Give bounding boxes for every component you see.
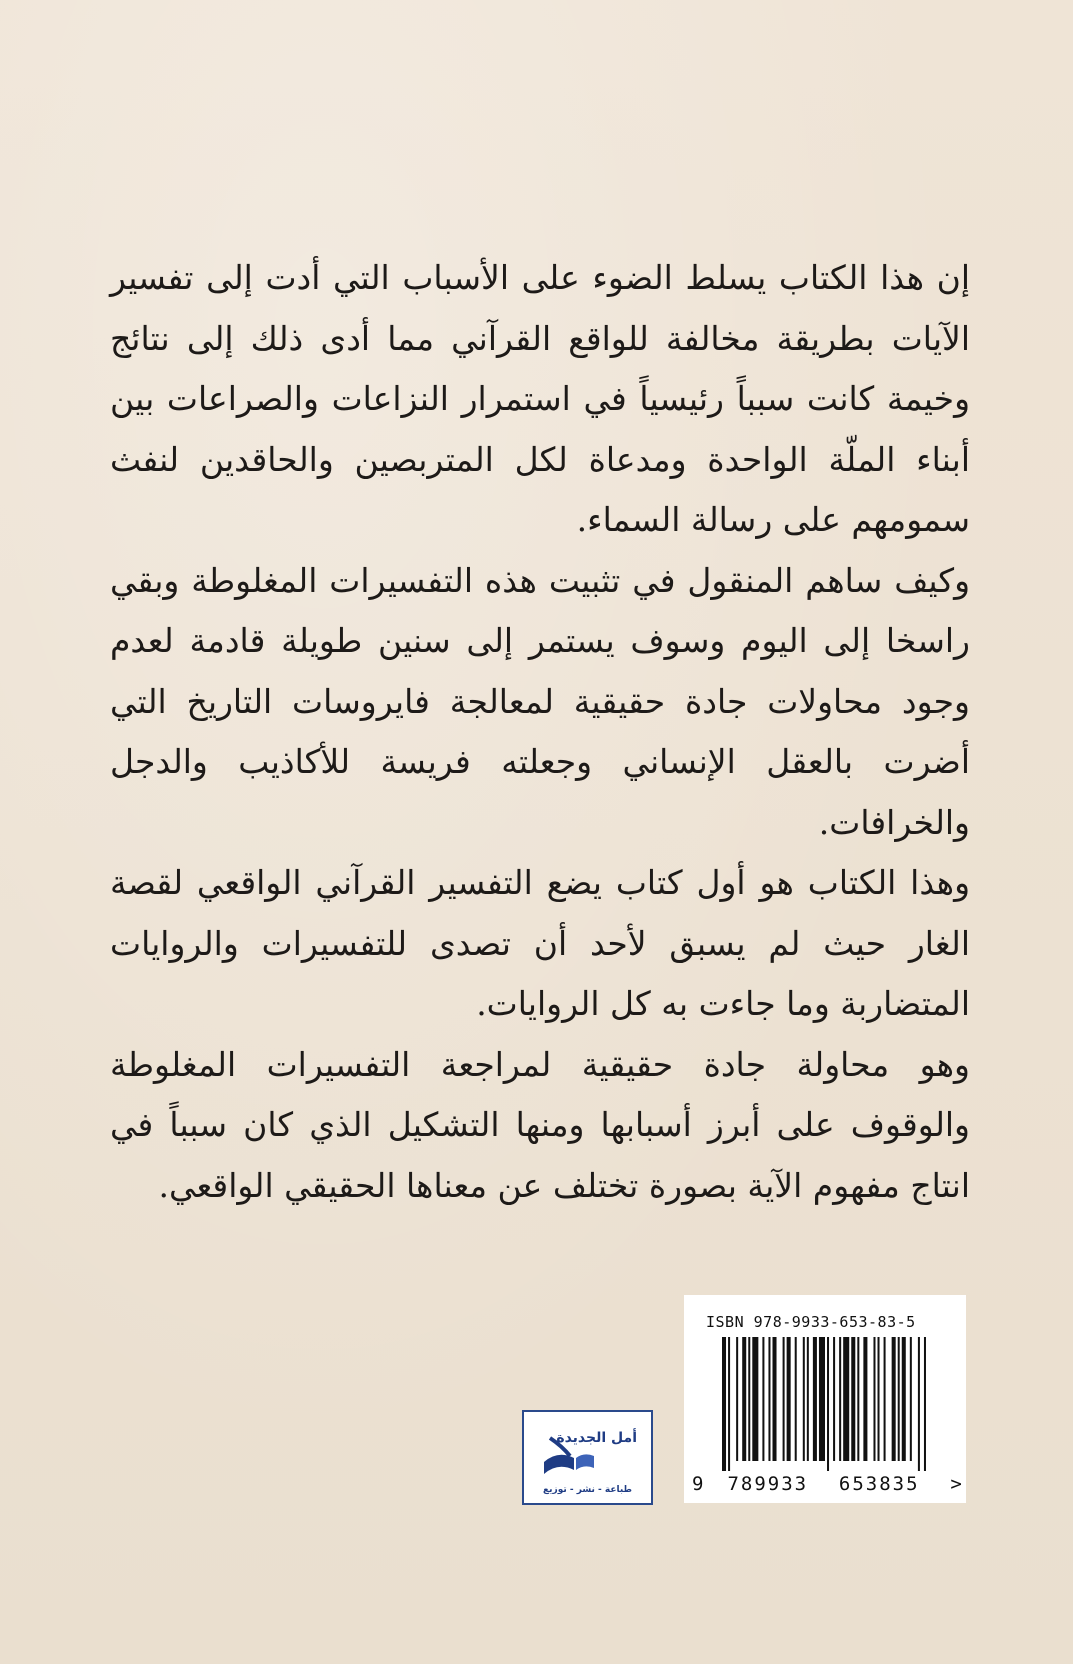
isbn-label: ISBN 978-9933-653-83-5 [706,1313,916,1331]
ean-quiet-zone-arrow: > [950,1473,962,1495]
ean-left-group: 789933 [727,1473,809,1495]
barcode-bar [833,1337,835,1461]
barcode-bar [910,1337,912,1461]
barcode-bar [863,1337,867,1461]
barcode-bar [742,1337,746,1461]
ean-first-digit: 9 [692,1473,704,1495]
ean-digits [692,1473,962,1495]
isbn-barcode-box [684,1295,966,1503]
ean-right-group: 653835 [838,1473,920,1495]
blurb-paragraph-1: إن هذا الكتاب يسلط الضوء على الأسباب التي أدت إلى تفسير الآيات بطريقة مخالفة للواقع القرآني مما أدى ذلك إلى نتائج وخيمة كانت سبباً رئيسياً في استمرار النزاعات والصراعات بين أبناء الملّة الواحدة ومدعاة لكل المتربصين والحاقدين لنفث سمومهم على رسالة السماء. [110,258,970,539]
barcode-bar [892,1337,896,1461]
back-cover-blurb [110,248,970,1216]
barcode-bar [843,1337,849,1461]
barcode-bar [819,1337,825,1461]
barcode-bar [924,1337,926,1471]
barcode-bar [878,1337,880,1461]
barcode-icon [722,1337,928,1471]
barcode-bar [748,1337,750,1461]
blurb-paragraph-2: وكيف ساهم المنقول في تثبيت هذه التفسيرات المغلوطة وبقي راسخا إلى اليوم وسوف يستمر إلى سنين طويلة قادمة لعدم وجود محاولات جادة حقيقية لمعالجة فايروسات التاريخ التي أضرت بالعقل الإنساني وجعلته فريسة للأكاذيب والدجل والخرافات. [110,560,970,842]
blurb-paragraph-4: وهو محاولة جادة حقيقية لمراجعة التفسيرات المغلوطة والوقوف على أبرز أسبابها ومنها التشكيل الذي كان سبباً في انتاج مفهوم الآية بصورة تختلف عن معناها الحقيقي الواقعي. [110,1044,970,1205]
barcode-bar [873,1337,875,1461]
barcode-bar [762,1337,764,1461]
barcode-bar [803,1337,805,1461]
barcode-bar [813,1337,817,1461]
barcode-bar [827,1337,829,1471]
barcode-bar [783,1337,785,1461]
barcode-bar [795,1337,797,1461]
barcode-bar [898,1337,900,1461]
barcode-bar [902,1337,906,1461]
barcode-bar [857,1337,859,1461]
publisher-logo [522,1410,653,1505]
barcode-bar [722,1337,726,1471]
barcode-bar [884,1337,886,1461]
barcode-bar [839,1337,841,1461]
barcode-bar [851,1337,855,1461]
barcode-bar [768,1337,770,1461]
barcode-bar [807,1337,809,1461]
barcode-bar [772,1337,776,1461]
barcode-bar [918,1337,920,1471]
barcode-bar [787,1337,791,1461]
barcode-bar [728,1337,730,1471]
barcode-bar [752,1337,758,1461]
barcode-bar [736,1337,738,1461]
blurb-paragraph-3: وهذا الكتاب هو أول كتاب يضع التفسير القرآني الواقعي لقصة الغار حيث لم يسبق لأحد أن تصدى للتفسيرات والروايات المتضاربة وما جاءت به كل الروايات. [110,863,970,1023]
publisher-tagline: طباعة - نشر - توزيع [542,1485,632,1495]
publisher-name: أمل الجديدة [556,1430,637,1446]
